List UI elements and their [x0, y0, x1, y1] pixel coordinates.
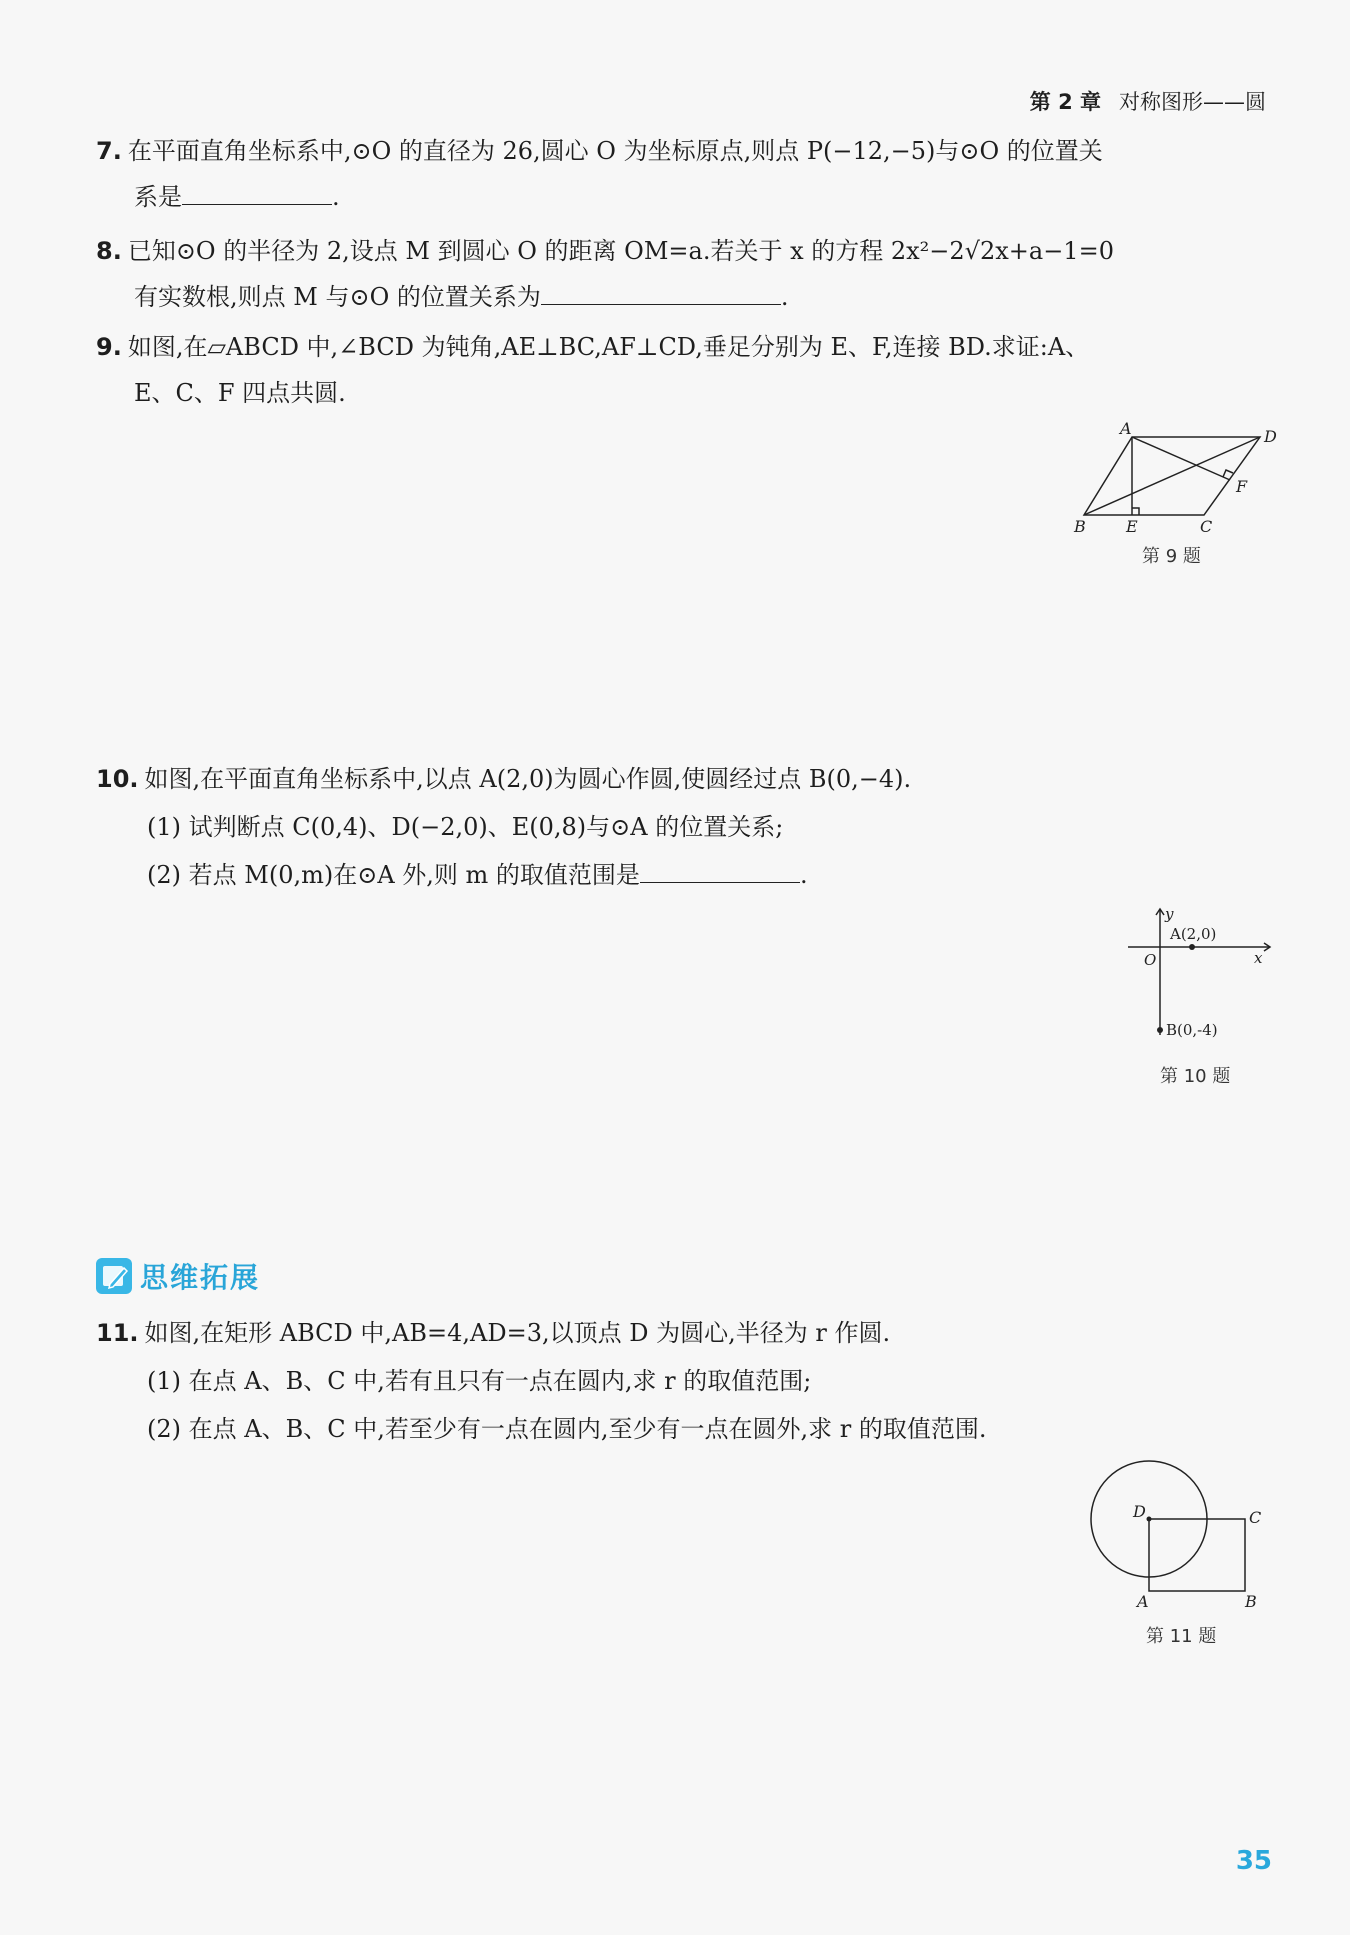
period: . — [780, 283, 789, 311]
question-text: 有实数根,则点 M 与⊙O 的位置关系为 — [134, 283, 541, 311]
point-a — [1189, 944, 1195, 950]
label-a: A — [1137, 1592, 1149, 1611]
label-y: y — [1165, 905, 1174, 923]
figure-11-caption: 第 11 题 — [1146, 1626, 1217, 1647]
question-10 — [96, 756, 911, 802]
question-text: 已知⊙O 的半径为 2,设点 M 到圆心 O 的距离 OM=a.若关于 x 的方程 2x²−2√2x+a−1=0 — [127, 237, 1114, 265]
question-text: 如图,在平面直角坐标系中,以点 A(2,0)为圆心作圆,使圆经过点 B(0,−4). — [144, 765, 912, 793]
question-text: 在平面直角坐标系中,⊙O 的直径为 26,圆心 O 为坐标原点,则点 P(−12,−5)与⊙O 的位置关 — [127, 137, 1103, 165]
figure-9-caption: 第 9 题 — [1142, 546, 1201, 567]
question-11-part-1: (1) 在点 A、B、C 中,若有且只有一点在圆内,求 r 的取值范围; — [147, 1367, 812, 1395]
question-number: 10. — [96, 765, 139, 793]
figure-11-rectangle-circle — [1085, 1455, 1275, 1615]
question-10-part-1: (1) 试判断点 C(0,4)、D(−2,0)、E(0,8)与⊙A 的位置关系; — [147, 813, 784, 841]
segment-af — [1132, 437, 1230, 480]
label-d: D — [1264, 427, 1277, 446]
label-origin: O — [1144, 951, 1157, 969]
question-text: 如图,在▱ABCD 中,∠BCD 为钝角,AE⊥BC,AF⊥CD,垂足分别为 E、F,连接 BD.求证:A、 — [127, 333, 1090, 361]
segment-bd — [1084, 437, 1260, 515]
question-text: 如图,在矩形 ABCD 中,AB=4,AD=3,以顶点 D 为圆心,半径为 r 作圆. — [144, 1319, 891, 1347]
question-number: 7. — [96, 137, 122, 165]
answer-blank[interactable] — [640, 881, 800, 883]
chapter-label: 第 2 章 — [1029, 90, 1101, 114]
question-11-part-2: (2) 在点 A、B、C 中,若至少有一点在圆内,至少有一点在圆外,求 r 的取值范围. — [147, 1415, 987, 1443]
period: . — [332, 183, 340, 211]
label-b: B(0,-4) — [1166, 1021, 1218, 1039]
running-header — [1030, 86, 1266, 116]
question-number: 11. — [96, 1319, 139, 1347]
question-text: E、C、F 四点共圆. — [134, 379, 346, 407]
question-number: 9. — [96, 333, 122, 361]
label-e: E — [1126, 517, 1138, 536]
question-number: 8. — [96, 237, 122, 265]
question-10-part-2 — [147, 852, 808, 898]
question-text: (2) 若点 M(0,m)在⊙A 外,则 m 的取值范围是 — [147, 861, 640, 889]
label-b: B — [1245, 1592, 1257, 1611]
question-7 — [96, 128, 1103, 220]
label-x: x — [1254, 949, 1263, 967]
section-heading — [96, 1256, 260, 1296]
question-text: 系是 — [134, 183, 182, 211]
pencil-note-icon — [96, 1258, 132, 1294]
chapter-title: 对称图形——圆 — [1119, 90, 1266, 114]
figure-10-coordinate-plane — [1120, 905, 1280, 1045]
label-c: C — [1249, 1508, 1262, 1527]
label-b: B — [1074, 517, 1086, 536]
answer-blank[interactable] — [182, 203, 332, 205]
answer-blank[interactable] — [541, 303, 781, 305]
question-8 — [96, 228, 1114, 320]
rectangle-abcd — [1149, 1519, 1245, 1591]
right-angle-mark-e — [1132, 508, 1139, 515]
label-c: C — [1200, 517, 1213, 536]
page-number: 35 — [1235, 1846, 1272, 1876]
point-b — [1157, 1027, 1163, 1033]
label-f: F — [1236, 477, 1248, 496]
question-11 — [96, 1310, 890, 1356]
label-a: A(2,0) — [1170, 925, 1217, 943]
figure-9-parallelogram — [1060, 420, 1280, 540]
label-a: A — [1120, 420, 1132, 438]
period: . — [799, 861, 808, 889]
question-9 — [96, 324, 1089, 416]
figure-10-caption: 第 10 题 — [1160, 1066, 1231, 1087]
section-title: 思维拓展 — [140, 1261, 261, 1294]
label-d: D — [1133, 1502, 1146, 1521]
center-point-d — [1147, 1517, 1152, 1522]
